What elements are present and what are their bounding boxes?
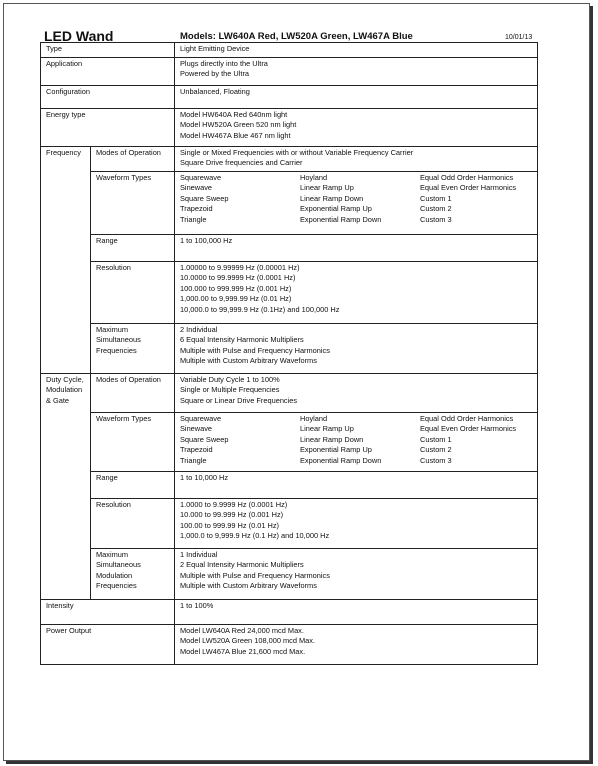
row-duty-resolution (41, 498, 538, 548)
waveform-item: Hoyland (300, 413, 328, 423)
label-duty (41, 373, 91, 599)
resolution-line: 100.00 to 999.99 Hz (0.01 Hz) (180, 520, 280, 530)
waveform-item: Equal Even Order Harmonics (420, 183, 517, 192)
waveform-item: Linear Ramp Up (300, 424, 354, 433)
label-duty-max (91, 548, 175, 599)
waveform-item: Custom 1 (420, 193, 452, 203)
waveform-item: Squarewave (180, 172, 222, 182)
waveform-item: Trapezoid (180, 445, 213, 454)
waveform-item: Custom 1 (420, 434, 452, 444)
max-line: Multiple with Pulse and Frequency Harmonics (180, 345, 330, 355)
row-frequency-resolution (41, 261, 538, 323)
row-frequency-waveforms (41, 171, 538, 234)
value-intensity: 1 to 100% (175, 599, 538, 624)
value-configuration: Unbalanced, Floating (175, 85, 538, 108)
waveform-column (300, 414, 420, 467)
waveform-column (420, 414, 540, 467)
max-line: 6 Equal Intensity Harmonic Multipliers (180, 335, 304, 344)
value-application (175, 57, 538, 85)
waveform-column (300, 173, 420, 226)
resolution-line: 1.0000 to 9.9999 Hz (0.0001 Hz) (180, 499, 288, 509)
value-duty-waveforms (175, 412, 538, 471)
max-line: 2 Equal Intensity Harmonic Multipliers (180, 560, 304, 569)
max-line: 2 Individual (180, 324, 218, 334)
value-frequency-range: 1 to 100,000 Hz (175, 234, 538, 261)
resolution-line: 10,000.0 to 99,999.9 Hz (0.1Hz) and 100,000 Hz (180, 304, 340, 314)
waveform-item: Triangle (180, 455, 207, 465)
row-frequency-max (41, 323, 538, 373)
waveform-item: Equal Odd Order Harmonics (420, 172, 514, 182)
max-label-line: Simultaneous (96, 560, 141, 569)
waveform-item: Linear Ramp Up (300, 183, 354, 192)
value-duty-modes (175, 373, 538, 412)
max-label-line: Simultaneous (96, 335, 141, 344)
max-label-line: Frequencies (96, 581, 137, 590)
value-duty-range: 1 to 10,000 Hz (175, 471, 538, 498)
power-line: Model LW520A Green 108,000 mcd Max. (180, 636, 316, 645)
waveform-item: Linear Ramp Down (300, 193, 364, 203)
label-type: Type (41, 43, 175, 58)
resolution-line: 10.000 to 99.999 Hz (0.001 Hz) (180, 510, 284, 519)
waveform-item: Linear Ramp Down (300, 434, 364, 444)
power-line: Model LW640A Red 24,000 mcd Max. (180, 625, 304, 635)
value-duty-resolution (175, 498, 538, 548)
value-frequency-waveforms (175, 171, 538, 234)
max-label-line: Maximum (96, 549, 129, 559)
row-application (41, 57, 538, 85)
row-duty-max (41, 548, 538, 599)
label-frequency-resolution: Resolution (91, 261, 175, 323)
row-frequency-modes (41, 146, 538, 171)
waveform-item: Exponential Ramp Down (300, 455, 382, 465)
document-date: 10/01/13 (505, 34, 533, 41)
value-duty-max (175, 548, 538, 599)
max-label-line: Frequencies (96, 345, 137, 355)
value-frequency-max (175, 323, 538, 373)
spec-table (40, 42, 538, 665)
max-line: Multiple with Pulse and Frequency Harmonics (180, 570, 330, 580)
application-line: Powered by the Ultra (180, 69, 250, 78)
label-application: Application (41, 57, 175, 85)
resolution-line: 1,000.0 to 9,999.9 Hz (0.1 Hz) and 10,000 Hz (180, 531, 330, 540)
label-duty-resolution: Resolution (91, 498, 175, 548)
label-energy: Energy type (41, 108, 175, 146)
max-label-line: Modulation (96, 570, 133, 580)
duty-modes-line: Variable Duty Cycle 1 to 100% (180, 374, 280, 384)
label-intensity: Intensity (41, 599, 175, 624)
label-duty-waveforms: Waveform Types (91, 412, 175, 471)
document-title: LED Wand (44, 28, 114, 44)
label-frequency-range: Range (91, 234, 175, 261)
row-duty-waveforms (41, 412, 538, 471)
duty-label-line: Modulation (46, 385, 83, 394)
power-line: Model LW467A Blue 21,600 mcd Max. (180, 646, 306, 656)
waveform-item: Custom 2 (420, 445, 452, 454)
waveform-item: Squarewave (180, 413, 222, 423)
waveform-item: Sinewave (180, 183, 213, 192)
duty-label-line: Duty Cycle, (46, 374, 84, 384)
waveform-column (180, 414, 300, 467)
resolution-line: 100.000 to 999.999 Hz (0.001 Hz) (180, 283, 292, 293)
waveform-item: Custom 3 (420, 214, 452, 224)
row-power (41, 624, 538, 664)
max-line: Multiple with Custom Arbitrary Waveforms (180, 356, 317, 365)
waveform-column (180, 173, 300, 226)
row-configuration (41, 85, 538, 108)
waveform-item: Hoyland (300, 172, 328, 182)
row-duty-modes (41, 373, 538, 412)
waveform-item: Square Sweep (180, 434, 229, 444)
value-type: Light Emitting Device (175, 43, 538, 58)
waveform-item: Exponential Ramp Down (300, 214, 382, 224)
label-configuration: Configuration (41, 85, 175, 108)
label-power: Power Output (41, 624, 175, 664)
row-duty-range (41, 471, 538, 498)
energy-line: Model HW520A Green 520 nm light (180, 120, 297, 129)
energy-line: Model HW640A Red 640nm light (180, 109, 288, 119)
waveform-item: Custom 2 (420, 204, 452, 213)
models-heading: Models: LW640A Red, LW520A Green, LW467A Blue (180, 31, 413, 42)
label-frequency-waveforms: Waveform Types (91, 171, 175, 234)
resolution-line: 10.0000 to 99.9999 Hz (0.0001 Hz) (180, 273, 296, 282)
duty-modes-line: Single or Multiple Frequencies (180, 385, 280, 394)
resolution-line: 1,000.00 to 9,999.99 Hz (0.01 Hz) (180, 294, 292, 303)
label-duty-range: Range (91, 471, 175, 498)
row-frequency-range (41, 234, 538, 261)
value-frequency-resolution (175, 261, 538, 323)
waveform-item: Sinewave (180, 424, 213, 433)
row-energy (41, 108, 538, 146)
waveform-item: Trapezoid (180, 204, 213, 213)
frequency-modes-line: Single or Mixed Frequencies with or without Variable Frequency Carrier (180, 147, 414, 157)
value-power (175, 624, 538, 664)
value-frequency-modes (175, 146, 538, 171)
waveform-item: Exponential Ramp Up (300, 445, 372, 454)
waveform-item: Equal Even Order Harmonics (420, 424, 517, 433)
label-duty-modes: Modes of Operation (91, 373, 175, 412)
duty-modes-line: Square or Linear Drive Frequencies (180, 395, 298, 405)
max-line: 1 Individual (180, 549, 218, 559)
row-intensity (41, 599, 538, 624)
waveform-column (420, 173, 540, 226)
max-label-line: Maximum (96, 324, 129, 334)
value-energy (175, 108, 538, 146)
waveform-item: Equal Odd Order Harmonics (420, 413, 514, 423)
waveform-item: Square Sweep (180, 193, 229, 203)
energy-line: Model HW467A Blue 467 nm light (180, 130, 291, 140)
label-frequency-max (91, 323, 175, 373)
label-frequency-modes: Modes of Operation (91, 146, 175, 171)
waveform-item: Triangle (180, 214, 207, 224)
frequency-modes-line: Square Drive frequencies and Carrier (180, 158, 303, 167)
resolution-line: 1.00000 to 9.99999 Hz (0.00001 Hz) (180, 262, 300, 272)
duty-label-line: & Gate (46, 395, 70, 405)
waveform-item: Exponential Ramp Up (300, 204, 372, 213)
application-line: Plugs directly into the Ultra (180, 58, 268, 68)
label-frequency: Frequency (41, 146, 91, 373)
row-type (41, 43, 538, 58)
max-line: Multiple with Custom Arbitrary Waveforms (180, 581, 317, 590)
waveform-item: Custom 3 (420, 455, 452, 465)
